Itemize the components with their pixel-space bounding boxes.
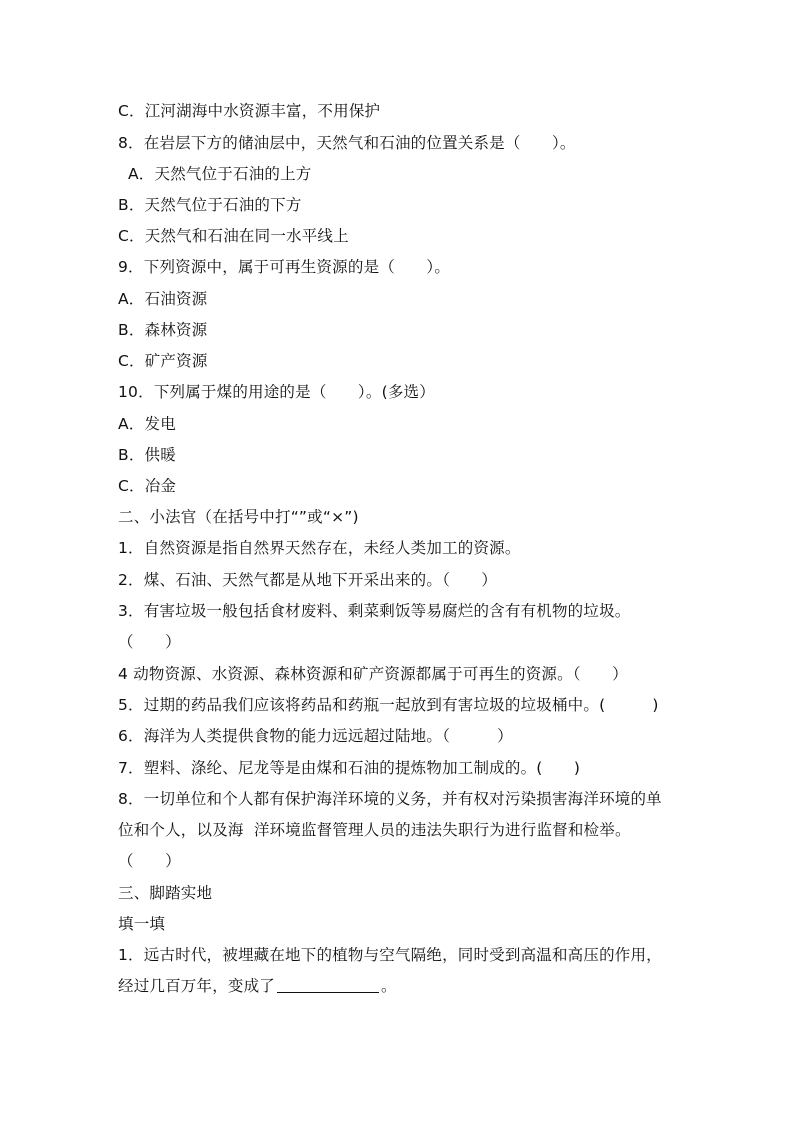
option-10c: C．冶金	[118, 477, 177, 495]
option-9b: B．森林资源	[118, 321, 208, 339]
fill-1-text: 经过几百万年，变成了	[118, 977, 276, 995]
fill-1-line-2	[118, 976, 397, 996]
judge-3-bracket: （ ）	[118, 633, 181, 651]
judge-2: 2．煤、石油、天然气都是从地下开采出来的。（ ）	[118, 571, 498, 589]
judge-5: 5．过期的药品我们应该将药品和药瓶一起放到有害垃圾的垃圾桶中。( )	[118, 696, 659, 714]
fill-in-heading: 填一填	[118, 915, 166, 933]
question-10: 10．下列属于煤的用途的是（ ）。(多选）	[118, 383, 435, 401]
judge-6: 6．海洋为人类提供食物的能力远远超过陆地。（ ）	[118, 727, 513, 745]
option-10b: B．供暖	[118, 446, 176, 464]
judge-8-bracket: （ ）	[118, 852, 181, 870]
option-8a: A．天然气位于石油的上方	[128, 165, 312, 183]
judge-8-line-2: 位和个人，以及海 洋环境监督管理人员的违法失职行为进行监督和检举。	[118, 821, 631, 839]
section-2-heading: 二、小法官（在括号中打“”或“×”)	[118, 508, 359, 526]
fill-1-end: 。	[381, 977, 397, 995]
answer-blank[interactable]	[277, 976, 379, 993]
question-9: 9．下列资源中，属于可再生资源的是（ ）。	[118, 258, 451, 276]
judge-1: 1．自然资源是指自然界天然存在，未经人类加工的资源。	[118, 539, 521, 557]
judge-3: 3．有害垃圾一般包括食材废料、剩菜剩饭等易腐烂的含有有机物的垃圾。	[118, 602, 631, 620]
option-9c: C．矿产资源	[118, 352, 208, 370]
judge-7: 7．塑料、涤纶、尼龙等是由煤和石油的提炼物加工制成的。( )	[118, 759, 581, 777]
option-8b: B．天然气位于石油的下方	[118, 196, 302, 214]
fill-1-line-1: 1．远古时代，被埋藏在地下的植物与空气隔绝，同时受到高温和高压的作用，	[118, 946, 662, 964]
option-10a: A．发电	[118, 415, 176, 433]
option-9a: A．石油资源	[118, 290, 208, 308]
judge-8-line-1: 8．一切单位和个人都有保护海洋环境的义务，并有权对污染损害海洋环境的单	[118, 790, 662, 808]
judge-4: 4 动物资源、水资源、森林资源和矿产资源都属于可再生的资源。（ ）	[118, 665, 628, 683]
section-3-heading: 三、脚踏实地	[118, 884, 213, 902]
option-7c: C．江河湖海中水资源丰富，不用保护	[118, 102, 381, 120]
option-8c: C．天然气和石油在同一水平线上	[118, 227, 349, 245]
question-8: 8．在岩层下方的储油层中，天然气和石油的位置关系是（ ）。	[118, 134, 576, 152]
